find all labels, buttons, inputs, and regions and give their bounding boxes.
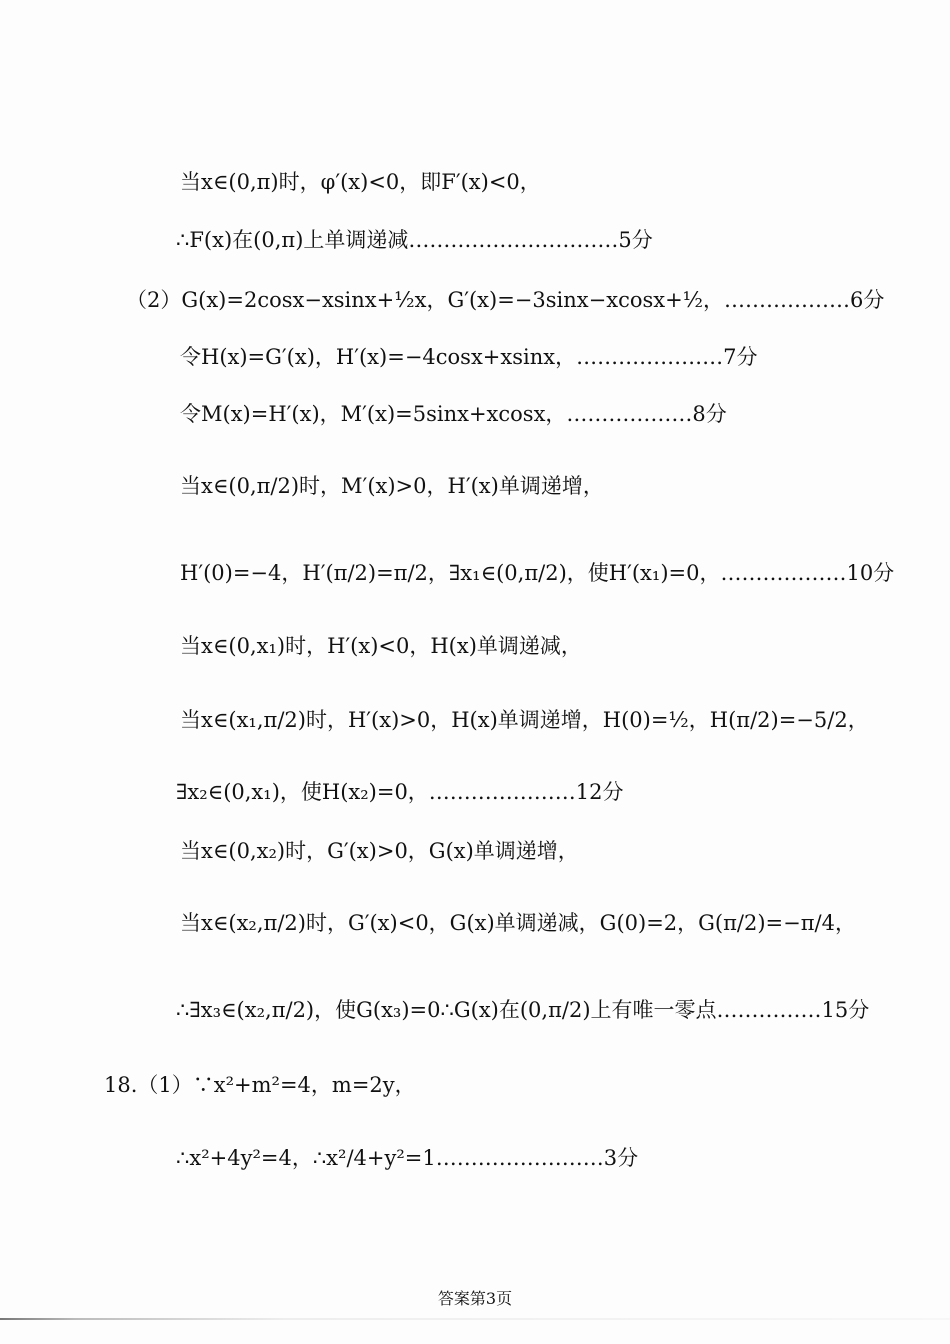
solution-line-12: 当x∈(x₂,π/2)时，G′(x)<0，G(x)单调递减，G(0)=2，G(π/2)=−π/4， <box>180 911 856 935</box>
solution-line-11: 当x∈(0,x₂)时，G′(x)>0，G(x)单调递增， <box>180 839 579 863</box>
solution-line-7: H′(0)=−4，H′(π/2)=π/2，∃x₁∈(0,π/2)，使H′(x₁)=0，………………10分 <box>180 561 895 585</box>
solution-line-1: 当x∈(0,π)时，φ′(x)<0，即F′(x)<0， <box>180 170 541 194</box>
solution-line-3: （2）G(x)=2cosx−xsinx+½x，G′(x)=−3sinx−xcosx+½，………………6分 <box>126 288 885 312</box>
scan-edge-shadow <box>0 1318 950 1320</box>
solution-line-5: 令M(x)=H′(x)，M′(x)=5sinx+xcosx，………………8分 <box>180 402 727 426</box>
solution-line-2: ∴F(x)在(0,π)上单调递减…………………………5分 <box>176 228 653 252</box>
solution-line-6: 当x∈(0,π/2)时，M′(x)>0，H′(x)单调递增， <box>180 474 604 498</box>
solution-line-4: 令H(x)=G′(x)，H′(x)=−4cosx+xsinx，…………………7分 <box>180 345 758 369</box>
solution-line-9: 当x∈(x₁,π/2)时，H′(x)>0，H(x)单调递增，H(0)=½，H(π/2)=−5/2， <box>180 708 869 732</box>
solution-line-10: ∃x₂∈(0,x₁)，使H(x₂)=0，…………………12分 <box>176 780 624 804</box>
page-footer: 答案第3页 <box>437 1289 513 1308</box>
problem-18-heading: 18.（1）∵x²+m²=4，m=2y， <box>104 1073 416 1097</box>
solution-line-8: 当x∈(0,x₁)时，H′(x)<0，H(x)单调递减， <box>180 634 582 658</box>
solution-line-15: ∴x²+4y²=4，∴x²/4+y²=1……………………3分 <box>176 1146 639 1170</box>
solution-line-13: ∴∃x₃∈(x₂,π/2)，使G(x₃)=0∴G(x)在(0,π/2)上有唯一零点……………15分 <box>176 998 870 1022</box>
